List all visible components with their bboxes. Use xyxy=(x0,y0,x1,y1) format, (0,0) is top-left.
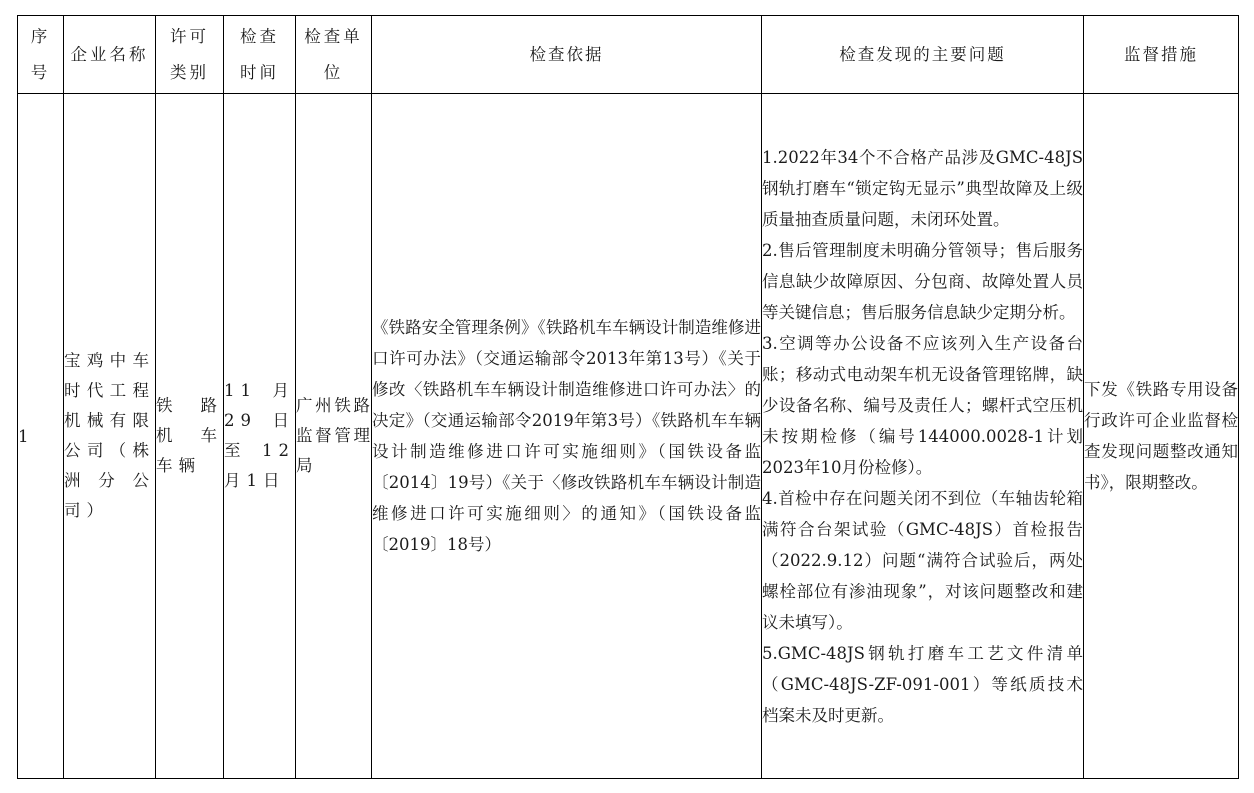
header-measures: 监督措施 xyxy=(1084,16,1239,94)
issue-item: 1.2022年34个不合格产品涉及GMC-48JS钢轨打磨车“锁定钩无显示”典型故障及上级质量抽查质量问题，未闭环处置。 xyxy=(762,147,1083,229)
issue-item: 2.售后管理制度未明确分管领导；售后服务信息缺少故障原因、分包商、故障处置人员等关键信息；售后服务信息缺少定期分析。 xyxy=(762,240,1083,322)
issue-item: 5.GMC-48JS钢轨打磨车工艺文件清单（GMC-48JS-ZF-091-001）等纸质技术档案未及时更新。 xyxy=(762,643,1083,725)
inspection-table xyxy=(17,15,1239,779)
cell-unit: 广州铁路监督管理局 xyxy=(296,94,372,779)
header-row xyxy=(18,16,1239,94)
issue-item: 4.首检中存在问题关闭不到位（车轴齿轮箱满符合台架试验（GMC-48JS）首检报告（2022.9.12）问题“满符合试验后，两处螺栓部位有渗油现象”，对该问题整改和建议未填写）。 xyxy=(762,488,1083,632)
cell-time: 11月29日至12月1日 xyxy=(224,94,296,779)
header-time: 检查时间 xyxy=(224,16,296,94)
header-basis: 检查依据 xyxy=(372,16,762,94)
header-unit: 检查单位 xyxy=(296,16,372,94)
cell-company: 宝鸡中车时代工程机械有限公司（株洲分公司） xyxy=(64,94,156,779)
cell-basis: 《铁路安全管理条例》《铁路机车车辆设计制造维修进口许可办法》（交通运输部令2013年第13号）《关于修改〈铁路机车车辆设计制造维修进口许可办法〉的决定》（交通运输部令2019年第3号）《铁路机车车辆设计制造维修进口许可实施细则》（国铁设备监〔2014〕19号）《关于〈修改铁路机车车辆设计制造维修进口许可实施细则〉的通知》（国铁设备监〔2019〕18号） xyxy=(372,94,762,779)
cell-license-type: 铁路机车车辆 xyxy=(156,94,224,779)
header-license-type: 许可类别 xyxy=(156,16,224,94)
cell-measures: 下发《铁路专用设备行政许可企业监督检查发现问题整改通知书》，限期整改。 xyxy=(1084,94,1239,779)
table-row xyxy=(18,94,1239,779)
issue-item: 3.空调等办公设备不应该列入生产设备台账；移动式电动架车机无设备管理铭牌，缺少设备名称、编号及责任人；螺杆式空压机未按期检修（编号144000.0028-1计划2023年10月份检修）。 xyxy=(762,333,1083,477)
cell-issues xyxy=(762,94,1084,779)
cell-num: 1 xyxy=(18,94,64,779)
header-issues: 检查发现的主要问题 xyxy=(762,16,1084,94)
header-num: 序号 xyxy=(18,16,64,94)
header-company: 企业名称 xyxy=(64,16,156,94)
